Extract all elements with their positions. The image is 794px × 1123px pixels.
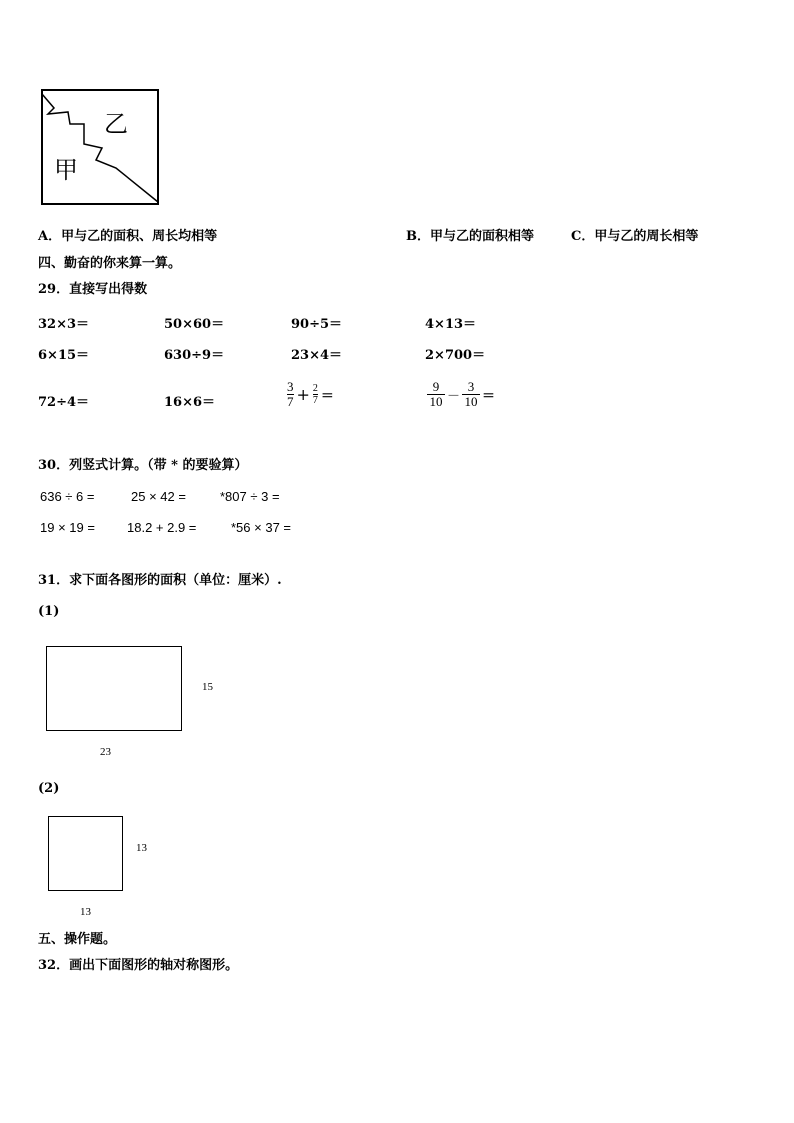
fraction-expression-1 [287,380,334,409]
q29-item: 630÷9＝ [164,348,225,363]
numerator: 3 [467,379,475,394]
q31-part-2-label: (2) [38,781,60,796]
q29-item: 72÷4＝ [38,395,90,410]
rectangle-1-width: 23 [100,746,111,758]
q30-item: *56 × 37 = [231,520,291,535]
q29-item: 50×60＝ [164,317,225,332]
q29-item: 90÷5＝ [291,317,343,332]
equals-sign: ＝ [320,389,334,404]
q30-item: 636 ÷ 6 = [40,489,95,504]
numerator: 9 [432,379,440,394]
section-4-title: 四、勤奋的你来算一算。 [38,256,182,271]
fraction [313,383,318,406]
option-b: B．甲与乙的面积相等 [406,229,534,244]
rectangle-1-height: 15 [202,681,213,693]
label-yi: 乙 [104,110,128,138]
denominator: 7 [287,394,294,409]
q30-item: *807 ÷ 3 = [220,489,280,504]
square-2-height: 13 [136,842,147,854]
q29-item: 32×3＝ [38,317,90,332]
square-2 [48,816,123,891]
jagged-divider [42,94,158,202]
q29-item: 23×4＝ [291,348,343,363]
option-c: C．甲与乙的周长相等 [571,229,699,244]
numerator: 3 [287,379,294,394]
q29-item: 4×13＝ [425,317,477,332]
q32-title: 32．画出下面图形的轴对称图形。 [38,958,239,973]
numerator: 2 [312,383,318,394]
option-a: A．甲与乙的面积、周长均相等 [38,229,218,244]
fraction [462,380,480,409]
q29-item: 2×700＝ [425,348,486,363]
square-2-width: 13 [80,906,91,918]
section-5-title: 五、操作题。 [38,932,117,947]
denominator: 10 [464,394,478,409]
split-square-figure [40,88,162,208]
q30-title: 30．列竖式计算。（带 * 的要验算） [38,458,248,473]
q31-title: 31．求下面各图形的面积（单位：厘米）. [38,573,282,588]
denominator: 7 [312,395,318,406]
q30-item: 19 × 19 = [40,520,95,535]
minus-sign: － [447,389,461,404]
equals-sign: ＝ [482,389,496,404]
q29-title: 29．直接写出得数 [38,282,148,297]
q29-item: 16×6＝ [164,395,216,410]
plus-sign: + [296,385,310,404]
q30-item: 25 × 42 = [131,489,186,504]
fraction [287,380,294,409]
q31-part-1-label: (1) [38,604,60,619]
fraction [427,380,445,409]
q30-item: 18.2 + 2.9 = [127,520,197,535]
rectangle-1 [46,646,182,731]
fraction-expression-2 [427,380,495,409]
denominator: 10 [429,394,443,409]
q29-item: 6×15＝ [38,348,90,363]
label-jia: 甲 [54,156,78,184]
